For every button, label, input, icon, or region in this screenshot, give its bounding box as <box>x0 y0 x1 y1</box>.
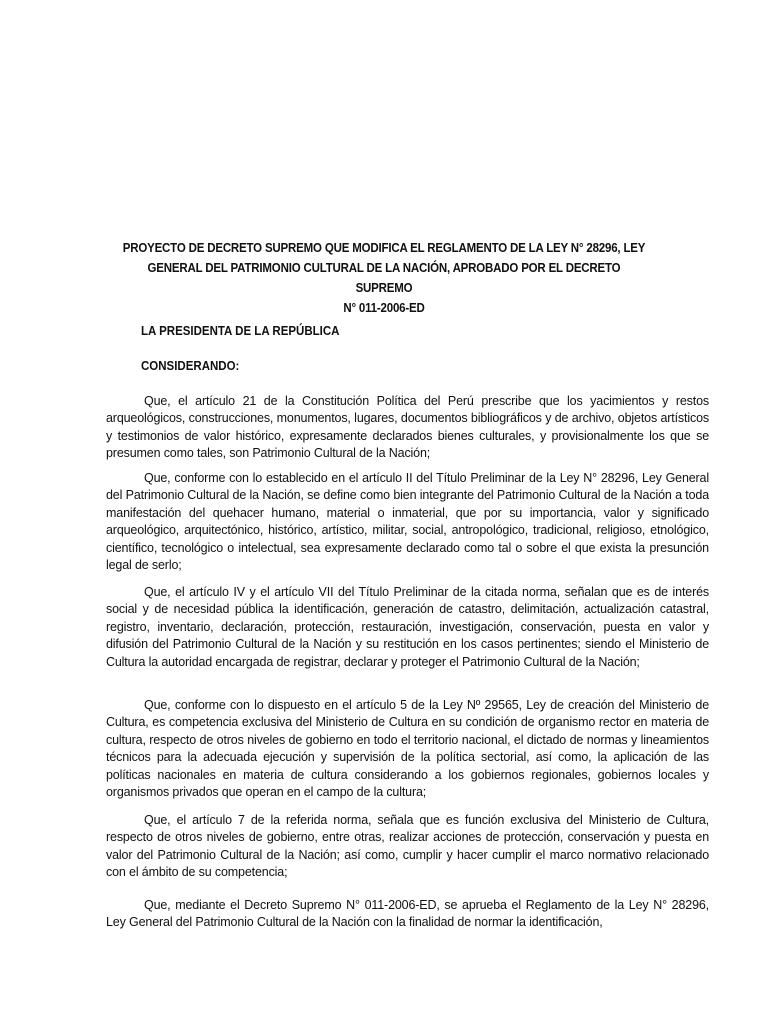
paragraph-1: Que, el artículo 21 de la Constitución Política del Perú prescribe que los yacimientos y restos arqueológicos, construcciones, monumentos, lugares, documentos bibliográficos y de archivo, objetos artísticos y testimonios de valor histórico, expresamente declarados bienes culturales, y provisionalmente los que se presumen como tales, son Patrimonio Cultural de la Nación; <box>106 394 709 461</box>
document-title <box>123 238 646 318</box>
paragraph-6: Que, mediante el Decreto Supremo N° 011-2006-ED, se aprueba el Reglamento de la Ley N° 28296, Ley General del Patrimonio Cultural de la Nación con la finalidad de normar la identificación, <box>106 898 709 930</box>
considering-heading: CONSIDERANDO: <box>141 359 240 373</box>
paragraph-4: Que, conforme con lo dispuesto en el artículo 5 de la Ley Nº 29565, Ley de creación del Ministerio de Cultura, es competencia exclusiva del Ministerio de Cultura en su condición de organismo rector en materia de cultura, respecto de otros niveles de gobierno en todo el territorio nacional, el dictado de normas y lineamientos técnicos para la adecuada ejecución y supervisión de la política sectorial, así como, la aplicación de las políticas nacionales en materia de cultura considerando a los gobiernos regionales, gobiernos locales y organismos privados que operan en el campo de la cultura; <box>106 698 709 800</box>
title-line-2: GENERAL DEL PATRIMONIO CULTURAL DE LA NACIÓN, APROBADO POR EL DECRETO SUPREMO <box>147 261 621 295</box>
paragraph-5: Que, el artículo 7 de la referida norma, señala que es función exclusiva del Ministerio de Cultura, respecto de otros niveles de gobierno, entre otras, realizar acciones de protección, conservación y puesta en valor del Patrimonio Cultural de la Nación; así como, cumplir y hacer cumplir el marco normativo relacionado con el ámbito de su competencia; <box>106 813 709 880</box>
authority-heading: LA PRESIDENTA DE LA REPÚBLICA <box>141 324 340 338</box>
paragraph-3: Que, el artículo IV y el artículo VII del Título Preliminar de la citada norma, señalan que es de interés social y de necesidad pública la identificación, generación de catastro, delimitación, actualización catastral, registro, inventario, declaración, protección, restauración, investigación, conservación, puesta en valor y difusión del Patrimonio Cultural de la Nación y su restitución en los casos pertinentes; siendo el Ministerio de Cultura la autoridad encargada de registrar, declarar y proteger el Patrimonio Cultural de la Nación; <box>106 585 709 669</box>
title-line-3: N° 011-2006-ED <box>343 301 425 315</box>
paragraph-2: Que, conforme con lo establecido en el artículo II del Título Preliminar de la Ley N° 28296, Ley General del Patrimonio Cultural de la Nación, se define como bien integrante del Patrimonio Cultural de la Nación a toda manifestación del quehacer humano, material o inmaterial, que por su importancia, valor y significado arqueológico, arquitectónico, histórico, artístico, militar, social, antropológico, tradicional, religioso, etnológico, científico, tecnológico o intelectual, sea expresamente declarado como tal o sobre el que exista la presunción legal de serlo; <box>106 471 709 573</box>
title-line-1: PROYECTO DE DECRETO SUPREMO QUE MODIFICA EL REGLAMENTO DE LA LEY N° 28296, LEY <box>122 241 646 255</box>
